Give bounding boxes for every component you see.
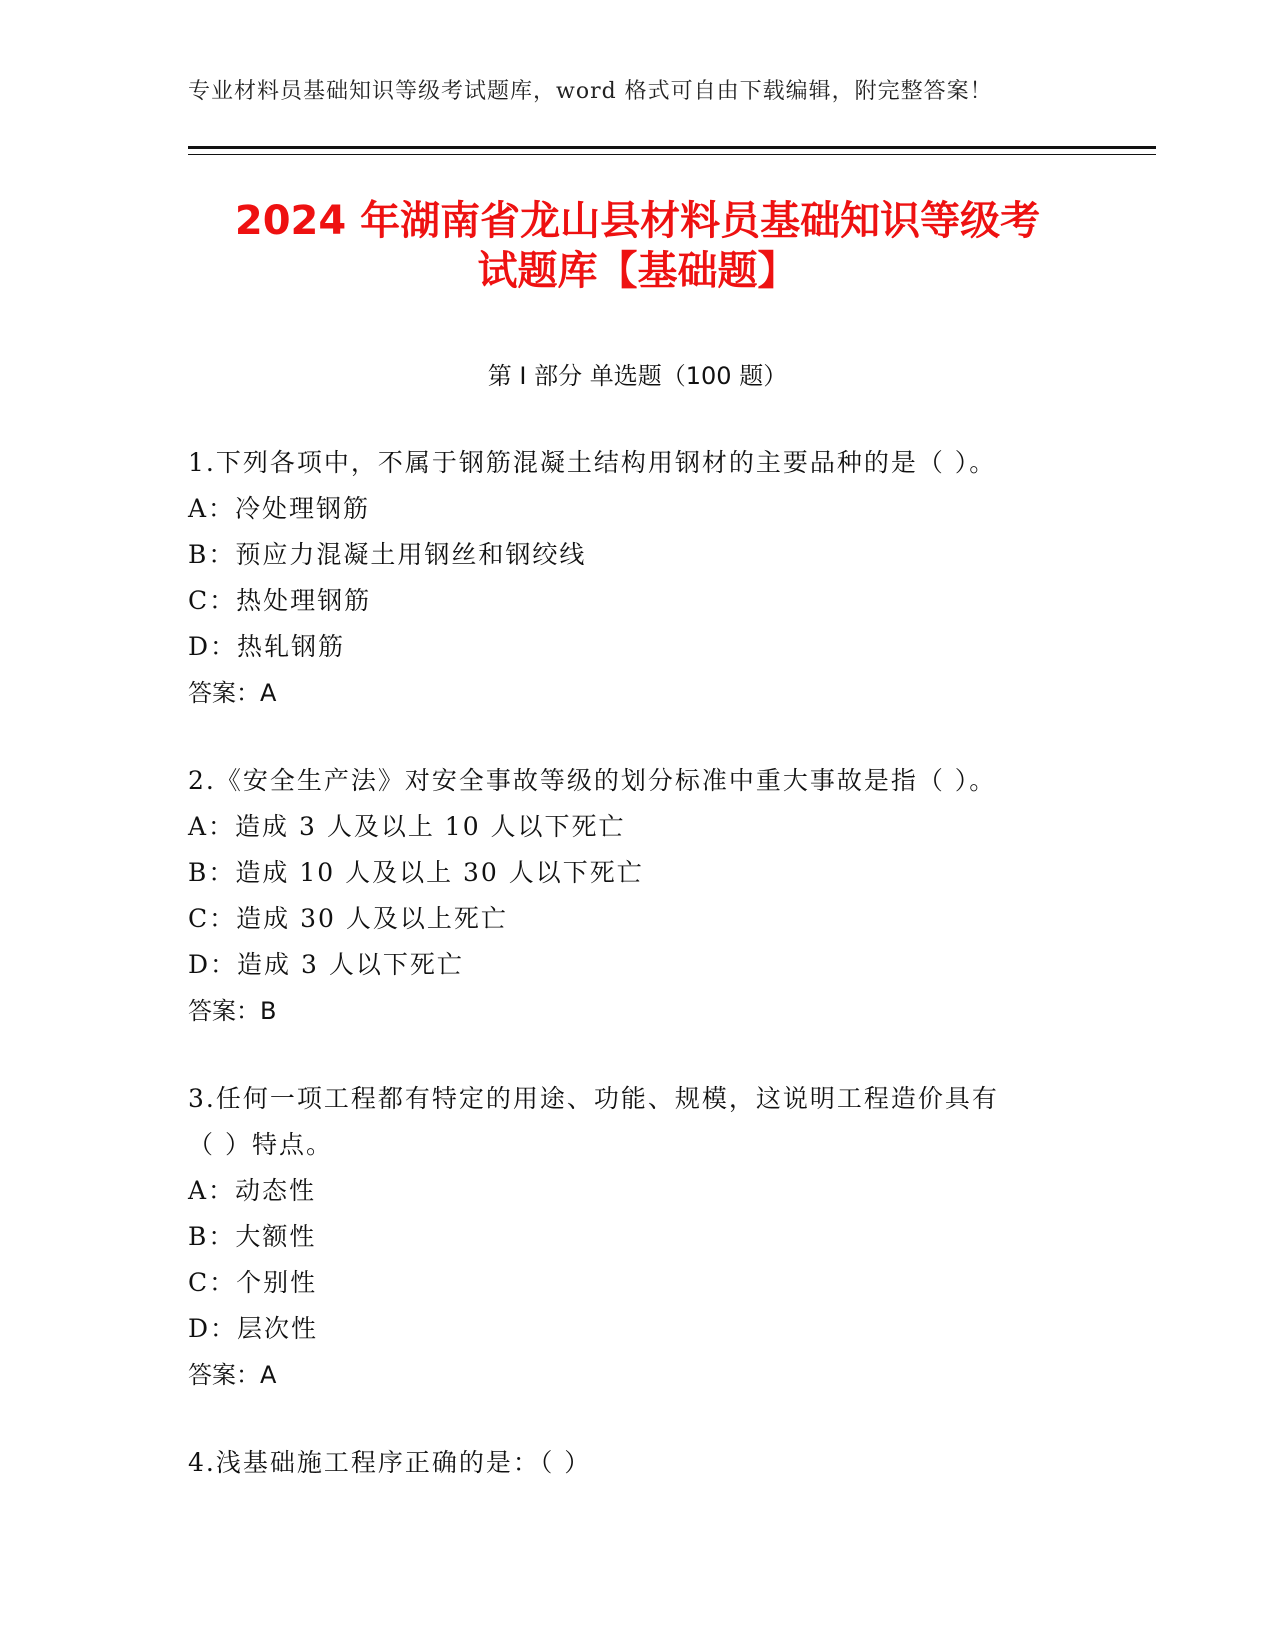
page-header: 专业材料员基础知识等级考试题库，word 格式可自由下载编辑，附完整答案！ — [188, 79, 993, 104]
option-c: C：造成 30 人及以上死亡 — [188, 904, 508, 933]
option-d: D：热轧钢筋 — [188, 632, 346, 661]
question-stem-line-2: （ ）特点。 — [188, 1130, 333, 1159]
header-rule-thin — [188, 154, 1156, 155]
option-c: C：热处理钢筋 — [188, 586, 372, 615]
question-4 — [188, 1440, 1088, 1486]
document-title-line-1: 2024 年湖南省龙山县材料员基础知识等级考 — [234, 198, 1041, 244]
option-a: A：动态性 — [188, 1176, 317, 1205]
option-c: C：个别性 — [188, 1268, 318, 1297]
option-a: A：造成 3 人及以上 10 人以下死亡 — [188, 812, 626, 841]
option-d: D：造成 3 人以下死亡 — [188, 950, 464, 979]
option-a: A：冷处理钢筋 — [188, 494, 371, 523]
answer: 答案：B — [188, 997, 277, 1025]
question-1 — [188, 440, 1088, 716]
answer: 答案：A — [188, 679, 277, 707]
question-list — [188, 440, 1088, 1528]
option-b: B：预应力混凝土用钢丝和钢绞线 — [188, 540, 587, 569]
question-stem-line-1: 3.任何一项工程都有特定的用途、功能、规模，这说明工程造价具有 — [188, 1084, 999, 1113]
option-b: B：大额性 — [188, 1222, 317, 1251]
question-3 — [188, 1076, 1088, 1398]
question-stem: 1.下列各项中，不属于钢筋混凝土结构用钢材的主要品种的是（ ）。 — [188, 448, 997, 477]
option-b: B：造成 10 人及以上 30 人以下死亡 — [188, 858, 644, 887]
question-stem: 2.《安全生产法》对安全事故等级的划分标准中重大事故是指（ ）。 — [188, 766, 997, 795]
document-title-line-2: 试题库【基础题】 — [477, 248, 798, 294]
answer: 答案：A — [188, 1361, 277, 1389]
section-heading: 第 I 部分 单选题（100 题） — [487, 362, 788, 390]
question-stem: 4.浅基础施工程序正确的是：（ ） — [188, 1448, 592, 1477]
question-2 — [188, 758, 1088, 1034]
document-title — [120, 196, 1155, 296]
option-d: D：层次性 — [188, 1314, 319, 1343]
header-rule-thick — [188, 146, 1156, 149]
